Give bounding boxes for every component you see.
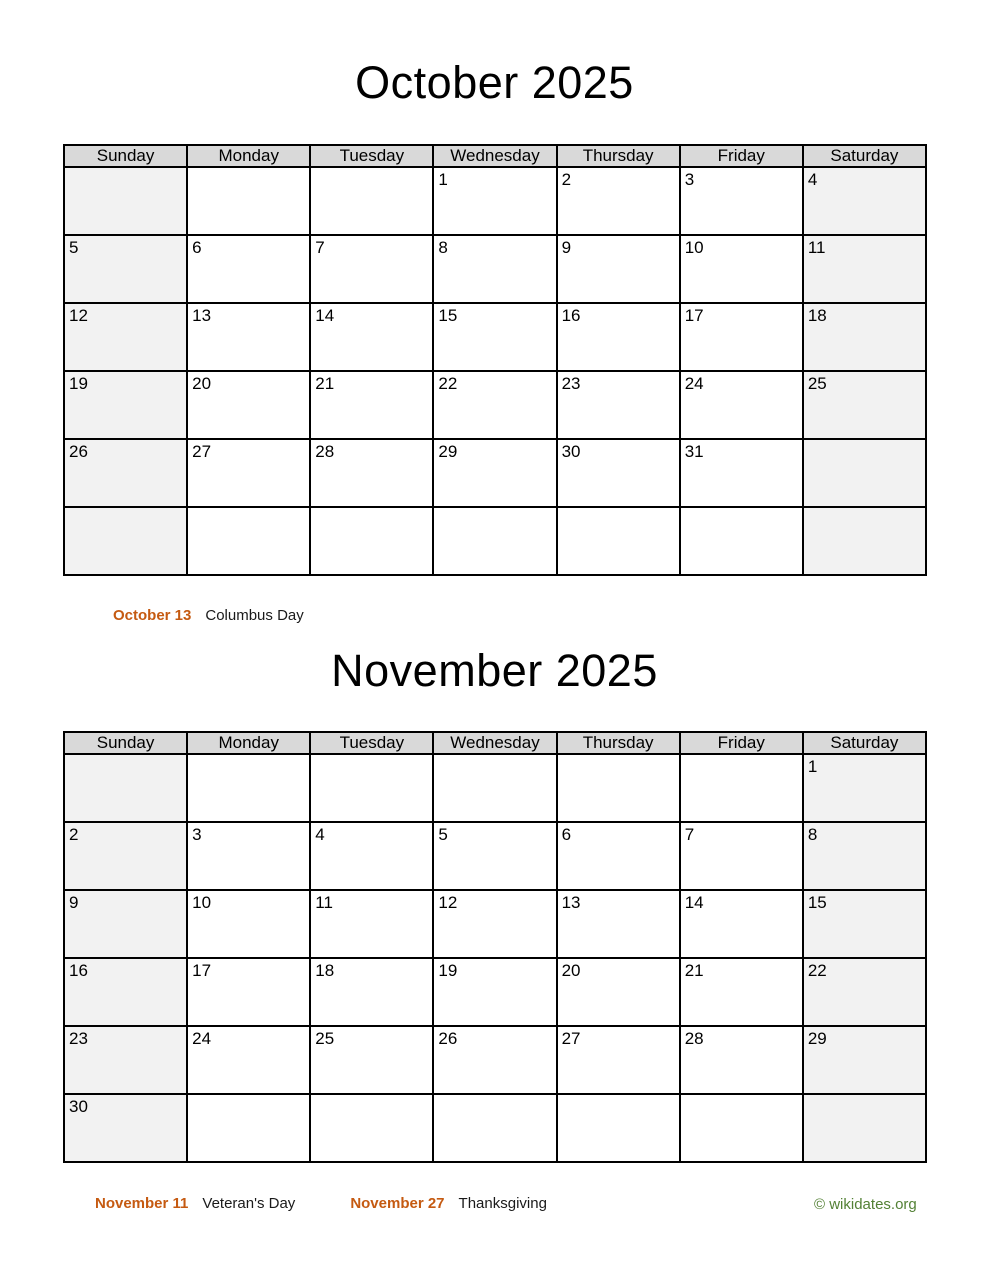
day-header-cell: Tuesday bbox=[310, 145, 433, 167]
date-cell bbox=[64, 754, 187, 822]
date-cell: 17 bbox=[187, 958, 310, 1026]
day-header-cell: Thursday bbox=[557, 145, 680, 167]
date-cell bbox=[803, 1094, 926, 1162]
date-cell bbox=[557, 507, 680, 575]
date-cell: 29 bbox=[803, 1026, 926, 1094]
day-header-cell: Saturday bbox=[803, 732, 926, 754]
date-cell bbox=[803, 439, 926, 507]
date-cell bbox=[187, 754, 310, 822]
date-cell: 2 bbox=[64, 822, 187, 890]
date-cell: 1 bbox=[803, 754, 926, 822]
day-header-cell: Sunday bbox=[64, 732, 187, 754]
date-cell: 28 bbox=[310, 439, 433, 507]
date-cell: 22 bbox=[433, 371, 556, 439]
date-cell bbox=[187, 1094, 310, 1162]
date-cell: 13 bbox=[557, 890, 680, 958]
week-row bbox=[64, 1026, 926, 1094]
month-title: October 2025 bbox=[355, 57, 634, 108]
day-header-cell: Monday bbox=[187, 145, 310, 167]
date-cell: 13 bbox=[187, 303, 310, 371]
week-row bbox=[64, 303, 926, 371]
date-cell: 14 bbox=[680, 890, 803, 958]
date-cell: 10 bbox=[187, 890, 310, 958]
date-cell bbox=[310, 754, 433, 822]
date-cell: 19 bbox=[433, 958, 556, 1026]
week-row bbox=[64, 958, 926, 1026]
day-header-cell: Wednesday bbox=[433, 145, 556, 167]
date-cell: 16 bbox=[557, 303, 680, 371]
date-cell bbox=[803, 507, 926, 575]
date-cell: 19 bbox=[64, 371, 187, 439]
day-header-cell: Saturday bbox=[803, 145, 926, 167]
date-cell: 7 bbox=[310, 235, 433, 303]
holiday-date-label: October 13 bbox=[113, 607, 192, 624]
day-header-row bbox=[64, 732, 926, 754]
date-cell bbox=[680, 507, 803, 575]
date-cell: 10 bbox=[680, 235, 803, 303]
holiday-name: Columbus Day bbox=[205, 607, 304, 624]
date-cell: 17 bbox=[680, 303, 803, 371]
date-cell bbox=[187, 507, 310, 575]
date-cell: 22 bbox=[803, 958, 926, 1026]
date-cell: 11 bbox=[310, 890, 433, 958]
day-header-cell: Thursday bbox=[557, 732, 680, 754]
date-cell: 5 bbox=[64, 235, 187, 303]
date-cell: 26 bbox=[64, 439, 187, 507]
date-cell bbox=[310, 507, 433, 575]
date-cell: 29 bbox=[433, 439, 556, 507]
date-cell: 28 bbox=[680, 1026, 803, 1094]
date-cell bbox=[64, 507, 187, 575]
date-cell: 6 bbox=[557, 822, 680, 890]
week-row bbox=[64, 754, 926, 822]
date-cell: 4 bbox=[803, 167, 926, 235]
date-cell: 27 bbox=[557, 1026, 680, 1094]
holiday-date-label: November 11 bbox=[95, 1195, 189, 1212]
date-cell: 1 bbox=[433, 167, 556, 235]
date-cell: 24 bbox=[680, 371, 803, 439]
date-cell: 15 bbox=[433, 303, 556, 371]
date-cell: 27 bbox=[187, 439, 310, 507]
date-cell: 16 bbox=[64, 958, 187, 1026]
date-cell bbox=[187, 167, 310, 235]
date-cell: 6 bbox=[187, 235, 310, 303]
date-cell: 30 bbox=[64, 1094, 187, 1162]
date-cell: 9 bbox=[557, 235, 680, 303]
date-cell: 21 bbox=[680, 958, 803, 1026]
week-row bbox=[64, 1094, 926, 1162]
date-cell: 14 bbox=[310, 303, 433, 371]
day-header-cell: Wednesday bbox=[433, 732, 556, 754]
date-cell: 8 bbox=[803, 822, 926, 890]
date-cell: 3 bbox=[187, 822, 310, 890]
date-cell: 26 bbox=[433, 1026, 556, 1094]
date-cell: 4 bbox=[310, 822, 433, 890]
week-row bbox=[64, 822, 926, 890]
week-row bbox=[64, 371, 926, 439]
month-title: November 2025 bbox=[331, 645, 658, 696]
date-cell bbox=[557, 1094, 680, 1162]
calendar-table bbox=[63, 731, 927, 1163]
day-header-cell: Friday bbox=[680, 145, 803, 167]
week-row bbox=[64, 439, 926, 507]
holiday-note-row bbox=[95, 1195, 547, 1213]
holiday-item bbox=[350, 1195, 547, 1213]
calendar-table bbox=[63, 144, 927, 576]
holiday-note-row bbox=[113, 607, 304, 625]
date-cell bbox=[433, 507, 556, 575]
day-header-cell: Monday bbox=[187, 732, 310, 754]
day-header-cell: Tuesday bbox=[310, 732, 433, 754]
holiday-name: Veteran's Day bbox=[202, 1195, 296, 1212]
date-cell bbox=[433, 1094, 556, 1162]
date-cell: 23 bbox=[64, 1026, 187, 1094]
date-cell: 5 bbox=[433, 822, 556, 890]
date-cell: 31 bbox=[680, 439, 803, 507]
date-cell bbox=[680, 1094, 803, 1162]
date-cell: 12 bbox=[433, 890, 556, 958]
holiday-date-label: November 27 bbox=[350, 1195, 445, 1212]
date-cell: 25 bbox=[803, 371, 926, 439]
date-cell bbox=[680, 754, 803, 822]
date-cell: 18 bbox=[310, 958, 433, 1026]
week-row bbox=[64, 167, 926, 235]
date-cell: 20 bbox=[557, 958, 680, 1026]
date-cell: 12 bbox=[64, 303, 187, 371]
date-cell: 20 bbox=[187, 371, 310, 439]
date-cell: 24 bbox=[187, 1026, 310, 1094]
date-cell: 30 bbox=[557, 439, 680, 507]
date-cell: 21 bbox=[310, 371, 433, 439]
week-row bbox=[64, 507, 926, 575]
date-cell: 2 bbox=[557, 167, 680, 235]
holiday-item bbox=[113, 607, 304, 625]
date-cell: 8 bbox=[433, 235, 556, 303]
day-header-cell: Friday bbox=[680, 732, 803, 754]
week-row bbox=[64, 235, 926, 303]
date-cell bbox=[310, 1094, 433, 1162]
holiday-item bbox=[95, 1195, 295, 1213]
holiday-name: Thanksgiving bbox=[458, 1195, 547, 1212]
date-cell: 7 bbox=[680, 822, 803, 890]
date-cell: 3 bbox=[680, 167, 803, 235]
date-cell: 18 bbox=[803, 303, 926, 371]
date-cell: 23 bbox=[557, 371, 680, 439]
site-credit: © wikidates.org bbox=[814, 1196, 917, 1213]
day-header-row bbox=[64, 145, 926, 167]
date-cell bbox=[433, 754, 556, 822]
date-cell bbox=[557, 754, 680, 822]
date-cell bbox=[310, 167, 433, 235]
date-cell: 15 bbox=[803, 890, 926, 958]
date-cell: 11 bbox=[803, 235, 926, 303]
week-row bbox=[64, 890, 926, 958]
date-cell: 9 bbox=[64, 890, 187, 958]
date-cell: 25 bbox=[310, 1026, 433, 1094]
day-header-cell: Sunday bbox=[64, 145, 187, 167]
date-cell bbox=[64, 167, 187, 235]
